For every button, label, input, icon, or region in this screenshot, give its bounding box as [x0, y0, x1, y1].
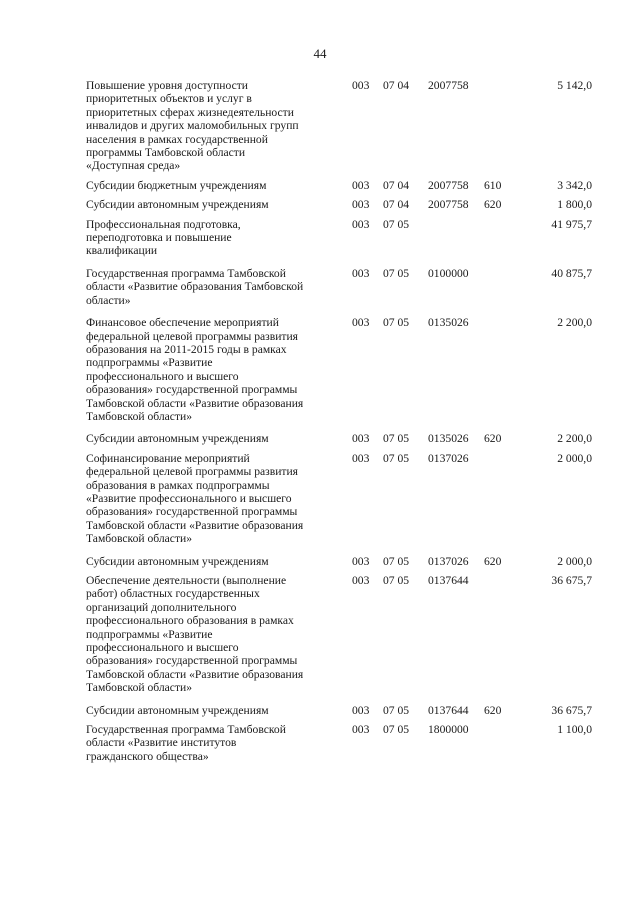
amount: 2 200,0	[557, 432, 592, 446]
page-number: 44	[313, 46, 327, 61]
target-code: 2007758	[428, 198, 469, 212]
section-code: 07 05	[383, 703, 410, 717]
row-name: Государственная программа Тамбовской области «Развитие образования Тамбовской области»	[86, 266, 304, 307]
expense-type-code: 620	[484, 198, 502, 212]
row-name: Субсидии бюджетным учреждениям	[86, 178, 267, 192]
section-code: 07 05	[383, 554, 410, 568]
table-row	[86, 452, 592, 546]
admin-code: 003	[352, 554, 370, 568]
expense-type-code: 620	[484, 703, 502, 717]
table-row	[86, 218, 592, 258]
admin-code: 003	[352, 198, 370, 212]
row-name: Государственная программа Тамбовской области «Развитие институтов гражданского общества»	[86, 723, 286, 763]
row-name: Субсидии автономным учреждениям	[86, 432, 269, 446]
budget-table	[86, 79, 592, 763]
amount: 2 200,0	[557, 316, 592, 330]
row-name: Субсидии автономным учреждениям	[86, 554, 269, 568]
amount: 36 675,7	[551, 703, 592, 717]
section-code: 07 05	[383, 432, 410, 446]
table-row	[86, 723, 592, 763]
target-code: 0137644	[428, 703, 469, 717]
target-code: 2007758	[428, 79, 469, 92]
amount: 2 000,0	[557, 451, 592, 465]
expense-type-code: 620	[484, 432, 502, 446]
row-name: Субсидии автономным учреждениям	[86, 703, 269, 717]
admin-code: 003	[352, 217, 370, 231]
row-name: Субсидии автономным учреждениям	[86, 198, 269, 212]
table-row	[86, 555, 592, 568]
amount: 36 675,7	[551, 574, 592, 587]
section-code: 07 05	[383, 574, 410, 587]
admin-code: 003	[352, 574, 370, 587]
row-name: Софинансирование мероприятий федеральной целевой программы развития образования в рамках подпрограммы «Развитие профессионального и высшего образования» государственной программы Тамбовской области «Развитие образования Тамбовской области»	[86, 451, 304, 546]
table-row	[86, 432, 592, 445]
row-name: Повышение уровня доступности приоритетных объектов и услуг в приоритетных сферах жизнедеятельности инвалидов и других маломобильных групп населения в рамках государственной программы Тамбовской области «Доступная среда»	[86, 79, 299, 173]
table-row	[86, 704, 592, 717]
table-row	[86, 316, 592, 423]
target-code: 0100000	[428, 266, 469, 280]
admin-code: 003	[352, 432, 370, 446]
target-code: 0137026	[428, 451, 469, 465]
admin-code: 003	[352, 451, 370, 465]
admin-code: 003	[352, 79, 370, 92]
expense-type-code: 610	[484, 178, 502, 192]
amount: 2 000,0	[557, 554, 592, 568]
admin-code: 003	[352, 316, 370, 330]
row-name: Финансовое обеспечение мероприятий федеральной целевой программы развития образования на 2011-2015 годы в рамках подпрограммы «Развитие профессионального и высшего образования» государственной программы Тамбовской области «Развитие образования Тамбовской области»	[86, 316, 304, 423]
amount: 5 142,0	[557, 79, 592, 92]
table-row	[86, 179, 592, 192]
target-code: 0137644	[428, 574, 469, 587]
admin-code: 003	[352, 266, 370, 280]
section-code: 07 05	[383, 266, 410, 280]
admin-code: 003	[352, 178, 370, 192]
section-code: 07 04	[383, 178, 410, 192]
target-code: 0137026	[428, 554, 469, 568]
table-row	[86, 574, 592, 695]
amount: 1 100,0	[557, 723, 592, 737]
section-code: 07 05	[383, 316, 410, 330]
amount: 41 975,7	[551, 217, 592, 231]
row-name: Профессиональная подготовка, переподготовка и повышение квалификации	[86, 217, 241, 258]
admin-code: 003	[352, 723, 370, 737]
amount: 1 800,0	[557, 198, 592, 212]
admin-code: 003	[352, 703, 370, 717]
table-row	[86, 79, 592, 173]
section-code: 07 05	[383, 723, 410, 737]
section-code: 07 04	[383, 79, 410, 92]
section-code: 07 05	[383, 451, 410, 465]
expense-type-code: 620	[484, 554, 502, 568]
target-code: 0135026	[428, 316, 469, 330]
target-code: 2007758	[428, 178, 469, 192]
target-code: 0135026	[428, 432, 469, 446]
target-code: 1800000	[428, 723, 469, 737]
amount: 3 342,0	[557, 178, 592, 192]
amount: 40 875,7	[551, 266, 592, 280]
section-code: 07 05	[383, 217, 410, 231]
section-code: 07 04	[383, 198, 410, 212]
table-row	[86, 267, 592, 307]
table-row	[86, 198, 592, 211]
row-name: Обеспечение деятельности (выполнение работ) областных государственных организаций дополнительного профессионального образования в рамках подпрограммы «Развитие профессионального и высшего образования» государственной программы Тамбовской области «Развитие образования Тамбовской области»	[86, 574, 304, 695]
